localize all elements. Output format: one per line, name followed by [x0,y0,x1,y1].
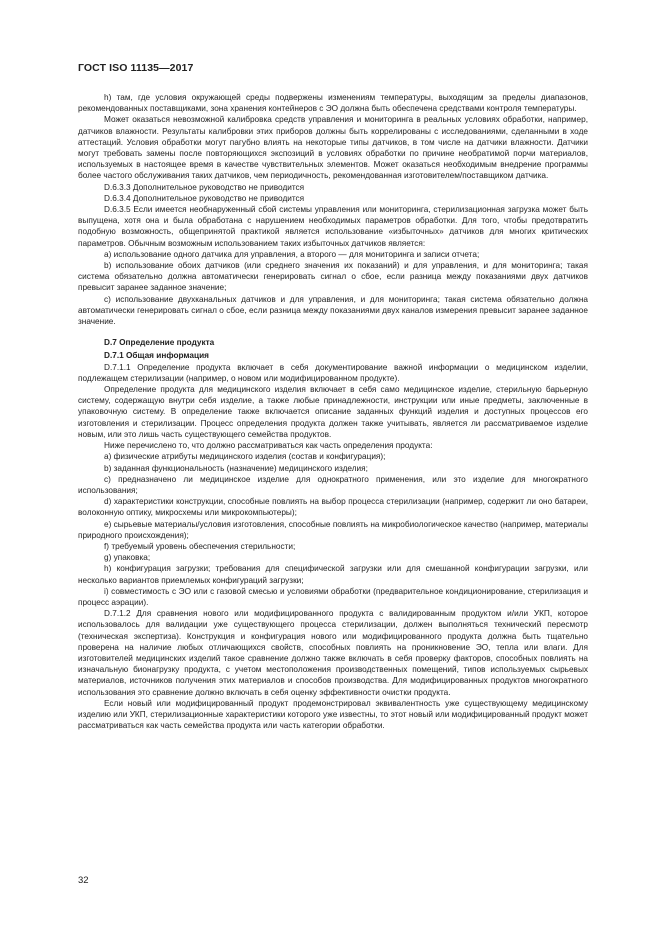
paragraph-product-definition: Определение продукта для медицинского изделия включает в себя само медицинское изделие, стерильную барьерную систему, содержащую внутри себя изделие, а также любые принадлежности, инструкции или иные предметы, заключенные в упаковочную систему. В определение также включается описание заданных функций изделия и доступных процессов его изготовления и стерилизации. Процесс определения продукта должен также учитывать, является ли рассматриваемое изделие новым, или это лишь часть существующего семейства продуктов. [78,385,588,439]
list-item-c-sensors: c) использование двухканальных датчиков и для управления, и для мониторинга; такая система обязательно должна автоматически генерировать сигнал о сбое, если разница между показаниями двух каналов измерения превысит заранее заданное значение. [78,294,588,327]
document-body [78,92,588,731]
subsection-heading-d71: D.7.1 Общая информация [104,351,209,361]
paragraph-d712: D.7.1.2 Для сравнения нового или модифицированного продукта с валидированным продуктом и/или УКП, которое использовалось для валидации уже существующего процесса стерилизации, должен выполняться технический пересмотр (техническая экспертиза). Конструкция и конфигурация нового или модифицированного продукта должна быть тщательно проверена на наличие любых отличающихся свойств, способных повлиять на проникновение ЭО, тепла или влаги. Для изготовителей медицинских изделий такое сравнение должно также включать в себя проверку факторов, способных повлиять на изначальную бионагрузку продукта, с учетом местоположения производственных помещений, типов используемых сырьевых материалов, источников получения этих материалов и способов производства. Для модифицированных продуктов многократного использования это сравнение должно включать в себя оценку эффективности очистки продукта. [78,609,588,697]
list-item-f-product: f) требуемый уровень обеспечения стерильности; [104,541,296,551]
list-item-c-product: c) предназначено ли медицинское изделие для однократного применения, или это изделие для многократного использования; [78,474,588,495]
list-item-b-product: b) заданная функциональность (назначение) медицинского изделия; [104,463,368,473]
paragraph-list-intro: Ниже перечислено то, что должно рассматриваться как часть определения продукта: [104,441,433,451]
page-header-title: ГОСТ ISO 11135—2017 [78,62,194,74]
list-item-i-product: i) совместимость с ЭО или с газовой смесью и условиями обработки (предварительное кондиционирование, стерилизация и процесс аэрации). [78,586,588,607]
list-item-e-product: e) сырьевые материалы/условия изготовления, способные повлиять на микробиологическое качество (например, материалы природного происхождения); [78,519,588,540]
paragraph-d633: D.6.3.3 Дополнительное руководство не приводится [104,182,305,192]
paragraph-d711: D.7.1.1 Определение продукта включает в себя документирование важной информации о медицинском изделии, подлежащем стерилизации (например, о новом или модифицированном продукте). [78,362,588,383]
list-item-h-product: h) конфигурация загрузки; требования для специфической загрузки или для смешанной конфигурации загрузки, или несколько вариантов приемлемых конфигураций загрузки; [78,564,588,585]
paragraph-d634: D.6.3.4 Дополнительное руководство не приводится [104,193,305,203]
paragraph-calibration: Может оказаться невозможной калибровка средств управления и мониторинга в реальных условиях обработки, например, датчиков влажности. Результаты калибровки этих приборов должны быть коррелированы с исследованиями, сделанными в ходе аттестаций. Условия обработки могут пагубно влиять на некоторые типы датчиков, в том числе на датчики влажности. Датчики могут требовать замены после повторяющихся экспозиций в условиях обработки по причине необратимой порчи материалов, используемых в настоящее время в качестве чувствительных элементов. Может оказаться необходимым внедрение программы более частого обслуживания таких датчиков, чем периодичность, рекомендованная изготовителем/поставщиком датчика. [78,115,588,181]
list-item-d-product: d) характеристики конструкции, способные повлиять на выбор процесса стерилизации (например, содержит ли оно батареи, волоконную оптику, микросхемы или микрокомпьютеры); [78,497,588,518]
list-item-a-product: a) физические атрибуты медицинского изделия (состав и конфигурация); [104,452,386,462]
section-heading-d7: D.7 Определение продукта [104,338,215,348]
list-item-g-product: g) упаковка; [104,553,151,563]
list-item-a-sensors: a) использование одного датчика для управления, а второго — для мониторинга и записи отчета; [104,249,480,259]
paragraph-equivalence: Если новый или модифицированный продукт продемонстрировал эквивалентность уже существующему медицинскому изделию или УКП, стерилизационные характеристики которого уже известны, то этот новый или модифицированный продукт может рассматриваться как часть семейства продукта или часть категории обработки. [78,698,588,731]
page-number: 32 [78,875,89,886]
paragraph-h-temperature: h) там, где условия окружающей среды подвержены изменениям температуры, выходящим за пределы диапазонов, рекомендованных поставщиками, зона хранения контейнеров с ЭО должна быть обеспечена средствами контроля температуры. [78,93,588,114]
list-item-b-sensors: b) использование обоих датчиков (или среднего значения их показаний) и для управления, и для мониторинга; такая система обязательно должна автоматически генерировать сигнал о сбое, если разница между показаниями двух датчиков превысит заранее заданное значение; [78,261,588,293]
paragraph-d635: D.6.3.5 Если имеется необнаруженный сбой системы управления или мониторинга, стерилизационная загрузка может быть выпущена, хотя она и была обработана с нарушением необходимых параметров обработки. Для того, чтобы предотвратить подобную возможность, общепринятой практикой является использование «избыточных» датчиков для многих критических параметров. Обычным возможным использованием таких избыточных датчиков является: [78,205,588,248]
